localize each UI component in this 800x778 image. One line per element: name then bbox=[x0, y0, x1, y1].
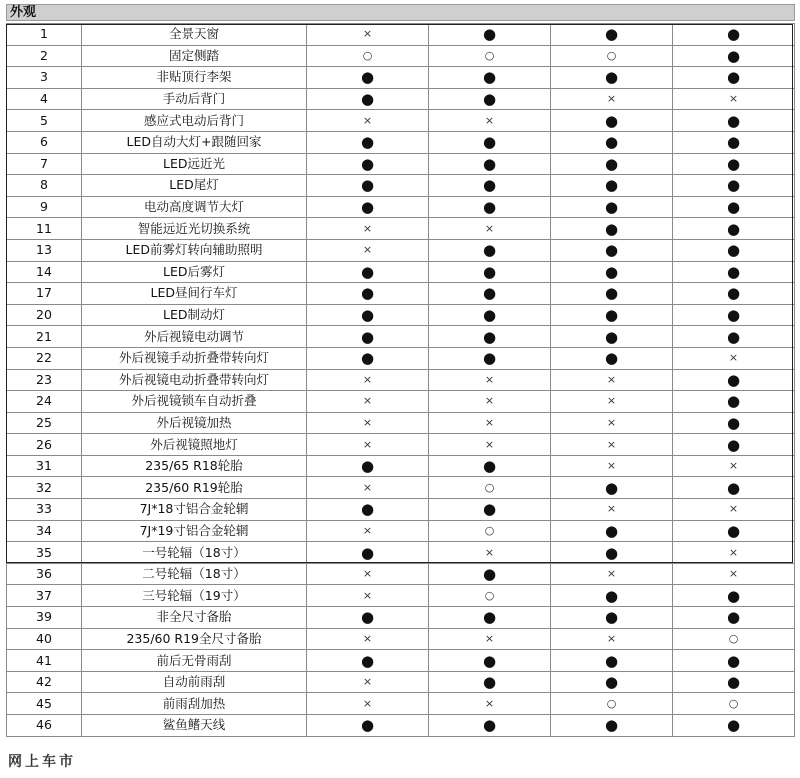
trim-1-availability: ● bbox=[307, 326, 429, 348]
trim-3-availability: ● bbox=[551, 24, 673, 46]
feature-name: LED制动灯 bbox=[82, 304, 307, 326]
trim-2-availability: ● bbox=[429, 304, 551, 326]
trim-4-availability: ● bbox=[673, 520, 795, 542]
trim-3-availability: ● bbox=[551, 196, 673, 218]
trim-1-availability: ● bbox=[307, 542, 429, 564]
trim-2-availability: ● bbox=[429, 196, 551, 218]
table-row bbox=[7, 671, 795, 693]
trim-4-availability: ● bbox=[673, 304, 795, 326]
trim-2-availability: × bbox=[429, 218, 551, 240]
feature-name: 前雨刮加热 bbox=[82, 693, 307, 715]
trim-3-availability: ● bbox=[551, 326, 673, 348]
feature-name: 自动前雨刮 bbox=[82, 671, 307, 693]
trim-1-availability: × bbox=[307, 110, 429, 132]
feature-name: 智能远近光切换系统 bbox=[82, 218, 307, 240]
row-number: 25 bbox=[7, 412, 82, 434]
trim-1-availability: × bbox=[307, 218, 429, 240]
feature-name: 非贴顶行李架 bbox=[82, 67, 307, 89]
trim-1-availability: ● bbox=[307, 455, 429, 477]
trim-1-availability: ● bbox=[307, 347, 429, 369]
row-number: 11 bbox=[7, 218, 82, 240]
table-row bbox=[7, 542, 795, 564]
trim-1-availability: × bbox=[307, 585, 429, 607]
table-row bbox=[7, 650, 795, 672]
trim-4-availability: × bbox=[673, 563, 795, 585]
trim-3-availability: ● bbox=[551, 239, 673, 261]
table-row bbox=[7, 175, 795, 197]
table-row bbox=[7, 499, 795, 521]
table-row bbox=[7, 88, 795, 110]
row-number: 24 bbox=[7, 391, 82, 413]
feature-name: 235/65 R18轮胎 bbox=[82, 455, 307, 477]
trim-3-availability: × bbox=[551, 391, 673, 413]
table-row bbox=[7, 131, 795, 153]
row-number: 35 bbox=[7, 542, 82, 564]
table-row bbox=[7, 326, 795, 348]
table-row bbox=[7, 239, 795, 261]
row-number: 21 bbox=[7, 326, 82, 348]
trim-4-availability: ● bbox=[673, 261, 795, 283]
trim-2-availability: ○ bbox=[429, 45, 551, 67]
trim-4-availability: ● bbox=[673, 218, 795, 240]
table-row bbox=[7, 434, 795, 456]
feature-name: 二号轮辐（18寸） bbox=[82, 563, 307, 585]
trim-3-availability: ● bbox=[551, 261, 673, 283]
trim-3-availability: × bbox=[551, 455, 673, 477]
trim-4-availability: ● bbox=[673, 153, 795, 175]
trim-2-availability: × bbox=[429, 628, 551, 650]
trim-2-availability: ○ bbox=[429, 585, 551, 607]
trim-1-availability: ● bbox=[307, 153, 429, 175]
trim-3-availability: ● bbox=[551, 304, 673, 326]
trim-4-availability: ● bbox=[673, 110, 795, 132]
table-row bbox=[7, 261, 795, 283]
trim-3-availability: × bbox=[551, 88, 673, 110]
trim-1-availability: ● bbox=[307, 131, 429, 153]
row-number: 34 bbox=[7, 520, 82, 542]
trim-3-availability: ● bbox=[551, 520, 673, 542]
trim-3-availability: ● bbox=[551, 67, 673, 89]
trim-4-availability: ● bbox=[673, 196, 795, 218]
feature-name: 手动后背门 bbox=[82, 88, 307, 110]
row-number: 32 bbox=[7, 477, 82, 499]
trim-2-availability: ● bbox=[429, 131, 551, 153]
feature-name: 外后视镜电动折叠带转向灯 bbox=[82, 369, 307, 391]
trim-4-availability: ● bbox=[673, 715, 795, 737]
trim-1-availability: × bbox=[307, 563, 429, 585]
trim-4-availability: ● bbox=[673, 434, 795, 456]
trim-1-availability: × bbox=[307, 391, 429, 413]
row-number: 14 bbox=[7, 261, 82, 283]
trim-2-availability: × bbox=[429, 391, 551, 413]
trim-4-availability: ● bbox=[673, 239, 795, 261]
feature-name: 外后视镜手动折叠带转向灯 bbox=[82, 347, 307, 369]
trim-2-availability: ● bbox=[429, 175, 551, 197]
row-number: 1 bbox=[7, 24, 82, 46]
trim-3-availability: × bbox=[551, 369, 673, 391]
trim-4-availability: ● bbox=[673, 650, 795, 672]
trim-2-availability: ● bbox=[429, 499, 551, 521]
table-row bbox=[7, 304, 795, 326]
trim-1-availability: ○ bbox=[307, 45, 429, 67]
trim-3-availability: ● bbox=[551, 131, 673, 153]
trim-3-availability: ● bbox=[551, 153, 673, 175]
trim-1-availability: × bbox=[307, 671, 429, 693]
trim-4-availability: ○ bbox=[673, 693, 795, 715]
trim-3-availability: × bbox=[551, 499, 673, 521]
table-row bbox=[7, 628, 795, 650]
trim-1-availability: × bbox=[307, 434, 429, 456]
trim-4-availability: ● bbox=[673, 671, 795, 693]
trim-2-availability: ● bbox=[429, 153, 551, 175]
trim-2-availability: ● bbox=[429, 650, 551, 672]
feature-name: 一号轮辐（18寸） bbox=[82, 542, 307, 564]
table-row bbox=[7, 45, 795, 67]
row-number: 7 bbox=[7, 153, 82, 175]
trim-1-availability: × bbox=[307, 412, 429, 434]
trim-1-availability: ● bbox=[307, 67, 429, 89]
trim-1-availability: ● bbox=[307, 88, 429, 110]
feature-name: LED尾灯 bbox=[82, 175, 307, 197]
row-number: 5 bbox=[7, 110, 82, 132]
trim-2-availability: ● bbox=[429, 239, 551, 261]
row-number: 26 bbox=[7, 434, 82, 456]
table-row bbox=[7, 24, 795, 46]
row-number: 23 bbox=[7, 369, 82, 391]
feature-name: 固定侧踏 bbox=[82, 45, 307, 67]
trim-2-availability: ● bbox=[429, 455, 551, 477]
trim-2-availability: × bbox=[429, 412, 551, 434]
trim-2-availability: ● bbox=[429, 24, 551, 46]
config-table bbox=[6, 23, 795, 737]
trim-4-availability: × bbox=[673, 455, 795, 477]
row-number: 9 bbox=[7, 196, 82, 218]
trim-2-availability: ● bbox=[429, 347, 551, 369]
trim-4-availability: ● bbox=[673, 369, 795, 391]
feature-name: 235/60 R19轮胎 bbox=[82, 477, 307, 499]
feature-name: 全景天窗 bbox=[82, 24, 307, 46]
row-number: 41 bbox=[7, 650, 82, 672]
trim-1-availability: ● bbox=[307, 607, 429, 629]
trim-2-availability: × bbox=[429, 369, 551, 391]
table-row bbox=[7, 520, 795, 542]
trim-3-availability: ● bbox=[551, 347, 673, 369]
feature-name: 鲨鱼鳍天线 bbox=[82, 715, 307, 737]
feature-name: LED后雾灯 bbox=[82, 261, 307, 283]
trim-2-availability: ● bbox=[429, 261, 551, 283]
row-number: 13 bbox=[7, 239, 82, 261]
table-row bbox=[7, 369, 795, 391]
trim-1-availability: × bbox=[307, 693, 429, 715]
table-row bbox=[7, 477, 795, 499]
trim-3-availability: ○ bbox=[551, 693, 673, 715]
trim-3-availability: ● bbox=[551, 110, 673, 132]
row-number: 20 bbox=[7, 304, 82, 326]
row-number: 3 bbox=[7, 67, 82, 89]
feature-name: 7J*18寸铝合金轮辋 bbox=[82, 499, 307, 521]
feature-name: 235/60 R19全尺寸备胎 bbox=[82, 628, 307, 650]
table-row bbox=[7, 218, 795, 240]
trim-4-availability: ● bbox=[673, 585, 795, 607]
trim-1-availability: × bbox=[307, 369, 429, 391]
trim-4-availability: ● bbox=[673, 412, 795, 434]
trim-2-availability: ● bbox=[429, 607, 551, 629]
trim-3-availability: ● bbox=[551, 542, 673, 564]
trim-2-availability: ● bbox=[429, 326, 551, 348]
feature-name: 前后无骨雨刮 bbox=[82, 650, 307, 672]
trim-1-availability: × bbox=[307, 628, 429, 650]
table-row bbox=[7, 412, 795, 434]
table-row bbox=[7, 563, 795, 585]
trim-1-availability: ● bbox=[307, 715, 429, 737]
table-row bbox=[7, 693, 795, 715]
trim-4-availability: ● bbox=[673, 391, 795, 413]
trim-4-availability: ● bbox=[673, 477, 795, 499]
feature-name: 外后视镜加热 bbox=[82, 412, 307, 434]
trim-4-availability: ○ bbox=[673, 628, 795, 650]
feature-name: 外后视镜照地灯 bbox=[82, 434, 307, 456]
trim-3-availability: ● bbox=[551, 650, 673, 672]
trim-3-availability: ● bbox=[551, 715, 673, 737]
table-row bbox=[7, 283, 795, 305]
table-row bbox=[7, 196, 795, 218]
trim-1-availability: × bbox=[307, 520, 429, 542]
feature-name: LED远近光 bbox=[82, 153, 307, 175]
trim-4-availability: ● bbox=[673, 131, 795, 153]
trim-3-availability: ● bbox=[551, 175, 673, 197]
row-number: 45 bbox=[7, 693, 82, 715]
trim-4-availability: × bbox=[673, 542, 795, 564]
row-number: 39 bbox=[7, 607, 82, 629]
row-number: 40 bbox=[7, 628, 82, 650]
trim-3-availability: ● bbox=[551, 585, 673, 607]
trim-4-availability: ● bbox=[673, 67, 795, 89]
trim-2-availability: × bbox=[429, 693, 551, 715]
table-row bbox=[7, 715, 795, 737]
row-number: 6 bbox=[7, 131, 82, 153]
trim-2-availability: × bbox=[429, 542, 551, 564]
feature-name: 三号轮辐（19寸） bbox=[82, 585, 307, 607]
table-row bbox=[7, 347, 795, 369]
trim-2-availability: ● bbox=[429, 715, 551, 737]
row-number: 42 bbox=[7, 671, 82, 693]
row-number: 33 bbox=[7, 499, 82, 521]
feature-name: LED自动大灯+跟随回家 bbox=[82, 131, 307, 153]
trim-2-availability: ● bbox=[429, 563, 551, 585]
feature-name: 非全尺寸备胎 bbox=[82, 607, 307, 629]
row-number: 4 bbox=[7, 88, 82, 110]
row-number: 46 bbox=[7, 715, 82, 737]
feature-name: 外后视镜锁车自动折叠 bbox=[82, 391, 307, 413]
row-number: 8 bbox=[7, 175, 82, 197]
trim-3-availability: ● bbox=[551, 218, 673, 240]
table-row bbox=[7, 67, 795, 89]
trim-2-availability: ● bbox=[429, 88, 551, 110]
trim-4-availability: × bbox=[673, 88, 795, 110]
trim-3-availability: × bbox=[551, 412, 673, 434]
row-number: 31 bbox=[7, 455, 82, 477]
table-row bbox=[7, 607, 795, 629]
trim-4-availability: × bbox=[673, 499, 795, 521]
trim-3-availability: ○ bbox=[551, 45, 673, 67]
row-number: 37 bbox=[7, 585, 82, 607]
trim-1-availability: × bbox=[307, 239, 429, 261]
trim-2-availability: × bbox=[429, 110, 551, 132]
trim-2-availability: ● bbox=[429, 283, 551, 305]
trim-4-availability: ● bbox=[673, 326, 795, 348]
config-table-body bbox=[7, 24, 795, 737]
trim-1-availability: ● bbox=[307, 304, 429, 326]
trim-1-availability: ● bbox=[307, 499, 429, 521]
trim-3-availability: × bbox=[551, 628, 673, 650]
trim-3-availability: ● bbox=[551, 671, 673, 693]
feature-name: LED前雾灯转向辅助照明 bbox=[82, 239, 307, 261]
trim-2-availability: ● bbox=[429, 67, 551, 89]
trim-4-availability: × bbox=[673, 347, 795, 369]
table-row bbox=[7, 153, 795, 175]
feature-name: 7J*19寸铝合金轮辋 bbox=[82, 520, 307, 542]
feature-name: LED昼间行车灯 bbox=[82, 283, 307, 305]
trim-2-availability: ○ bbox=[429, 520, 551, 542]
section-title: 外观 bbox=[6, 4, 795, 21]
feature-name: 外后视镜电动调节 bbox=[82, 326, 307, 348]
trim-4-availability: ● bbox=[673, 175, 795, 197]
trim-2-availability: ● bbox=[429, 671, 551, 693]
trim-1-availability: × bbox=[307, 24, 429, 46]
trim-3-availability: ● bbox=[551, 477, 673, 499]
trim-4-availability: ● bbox=[673, 24, 795, 46]
watermark-text: 网上车市 bbox=[8, 754, 76, 770]
table-row bbox=[7, 391, 795, 413]
trim-1-availability: ● bbox=[307, 261, 429, 283]
row-number: 2 bbox=[7, 45, 82, 67]
row-number: 17 bbox=[7, 283, 82, 305]
trim-3-availability: × bbox=[551, 563, 673, 585]
trim-4-availability: ● bbox=[673, 45, 795, 67]
trim-4-availability: ● bbox=[673, 607, 795, 629]
table-row bbox=[7, 585, 795, 607]
trim-1-availability: ● bbox=[307, 175, 429, 197]
trim-3-availability: ● bbox=[551, 607, 673, 629]
trim-3-availability: ● bbox=[551, 283, 673, 305]
row-number: 36 bbox=[7, 563, 82, 585]
trim-2-availability: × bbox=[429, 434, 551, 456]
table-row bbox=[7, 110, 795, 132]
trim-1-availability: ● bbox=[307, 650, 429, 672]
feature-name: 感应式电动后背门 bbox=[82, 110, 307, 132]
trim-1-availability: × bbox=[307, 477, 429, 499]
feature-name: 电动高度调节大灯 bbox=[82, 196, 307, 218]
trim-4-availability: ● bbox=[673, 283, 795, 305]
trim-1-availability: ● bbox=[307, 196, 429, 218]
trim-2-availability: ○ bbox=[429, 477, 551, 499]
table-row bbox=[7, 455, 795, 477]
trim-1-availability: ● bbox=[307, 283, 429, 305]
trim-3-availability: × bbox=[551, 434, 673, 456]
row-number: 22 bbox=[7, 347, 82, 369]
